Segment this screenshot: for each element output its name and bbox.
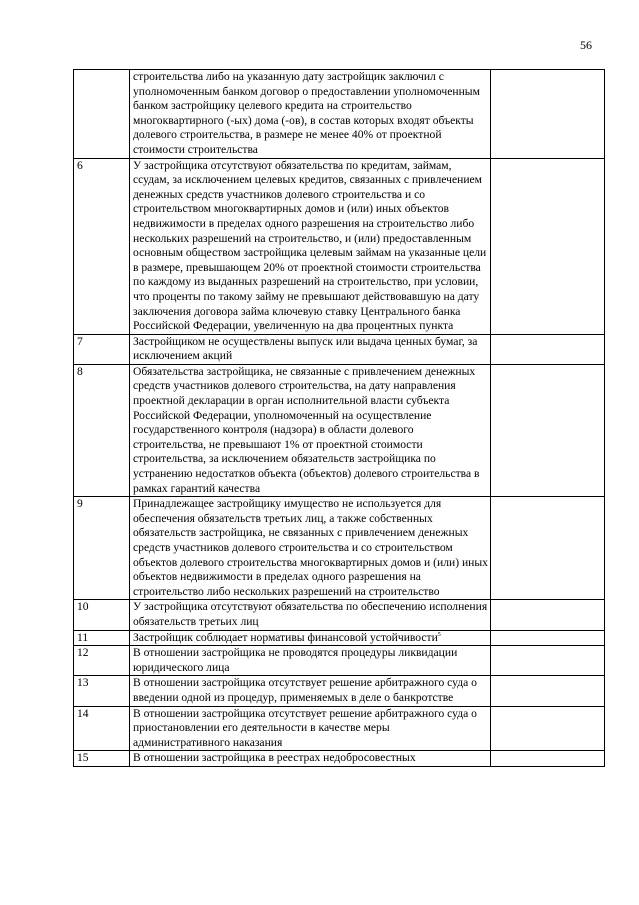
- row-criterion-text: Обязательства застройщика, не связанные с привлечением денежных средств участников долевого строительства, на дату направления проектной декларации в орган исполнительной власти субъекта Российской Федерации, уполномоченный на осуществление государственного контроля (надзора) в области долевого строительства, не превышают 1% от проектной стоимости строительства, за исключением обязательств застройщика по устранению недостатков объекта (объектов) долевого строительства в рамках гарантий качества: [130, 364, 491, 496]
- row-criterion-text: В отношении застройщика отсутствует решение арбитражного суда о введении одной из процедур, применяемых в деле о банкротстве: [130, 676, 491, 706]
- row-criterion-text: Принадлежащее застройщику имущество не используется для обеспечения обязательств третьих лиц, а также собственных обязательств застройщика, не связанных с привлечением денежных средств участников долевого строительства и со строительством объектов долевого строительства многоквартирных домов и (или) иных объектов недвижимости в пределах одного разрешения на строительство либо нескольких разрешений на строительство: [130, 497, 491, 600]
- row-criterion-text: [130, 630, 491, 646]
- row-mark-cell: [491, 364, 605, 496]
- row-number: 7: [74, 334, 130, 364]
- row-number: 14: [74, 706, 130, 751]
- row-number: 6: [74, 158, 130, 334]
- footnote-marker: 5: [437, 631, 441, 638]
- criteria-table: [73, 69, 605, 767]
- row-number: 9: [74, 497, 130, 600]
- row-criterion-text: В отношении застройщика отсутствует решение арбитражного суда о приостановлении его деятельности в качестве меры административного наказания: [130, 706, 491, 751]
- table-row: [74, 364, 605, 496]
- table-row: [74, 334, 605, 364]
- row-mark-cell: [491, 158, 605, 334]
- row-criterion-text: У застройщика отсутствуют обязательства по обеспечению исполнения обязательств третьих лиц: [130, 600, 491, 630]
- row-mark-cell: [491, 334, 605, 364]
- row-criterion-text-body: Застройщик соблюдает нормативы финансовой устойчивости: [133, 630, 438, 644]
- table-row: [74, 600, 605, 630]
- row-criterion-text: строительства либо на указанную дату застройщик заключил с уполномоченным банком договор о предоставлении уполномоченным банком застройщику целевого кредита на строительство многоквартирного (-ых) дома (-ов), в состав которых входят объекты долевого строительства, в размере не менее 40% от проектной стоимости строительства: [130, 70, 491, 159]
- table-row: [74, 646, 605, 676]
- row-mark-cell: [491, 706, 605, 751]
- row-mark-cell: [491, 676, 605, 706]
- table-row: [74, 630, 605, 646]
- row-mark-cell: [491, 646, 605, 676]
- row-mark-cell: [491, 630, 605, 646]
- row-mark-cell: [491, 751, 605, 767]
- table-row: [74, 497, 605, 600]
- row-number: 15: [74, 751, 130, 767]
- row-number: 12: [74, 646, 130, 676]
- table-row: [74, 70, 605, 159]
- table-row: [74, 751, 605, 767]
- table-row: [74, 706, 605, 751]
- table-row: [74, 676, 605, 706]
- row-number: 8: [74, 364, 130, 496]
- row-criterion-text: У застройщика отсутствуют обязательства по кредитам, займам, ссудам, за исключением целевых кредитов, связанных с привлечением денежных средств участников долевого строительства и со строительством многоквартирных домов и (или) иных объектов недвижимости в пределах одного разрешения на строительство либо нескольких разрешений на строительство, и (или) предоставленным основным обществом застройщика целевым займам на указанные цели в размере, превышающем 20% от проектной стоимости строительства по каждому из выданных разрешений на строительство, при условии, что проценты по такому займу не превышают действовавшую на дату заключения договора займа ключевую ставку Центрального банка Российской Федерации, увеличенную на два процентных пункта: [130, 158, 491, 334]
- row-number: 13: [74, 676, 130, 706]
- row-mark-cell: [491, 600, 605, 630]
- row-number: 10: [74, 600, 130, 630]
- row-criterion-text: Застройщиком не осуществлены выпуск или выдача ценных бумаг, за исключением акций: [130, 334, 491, 364]
- row-criterion-text: В отношении застройщика в реестрах недобросовестных: [130, 751, 491, 767]
- page-number: 56: [580, 38, 592, 52]
- row-number: 11: [74, 630, 130, 646]
- table-row: [74, 158, 605, 334]
- row-number: [74, 70, 130, 159]
- row-mark-cell: [491, 497, 605, 600]
- row-criterion-text: В отношении застройщика не проводятся процедуры ликвидации юридического лица: [130, 646, 491, 676]
- row-mark-cell: [491, 70, 605, 159]
